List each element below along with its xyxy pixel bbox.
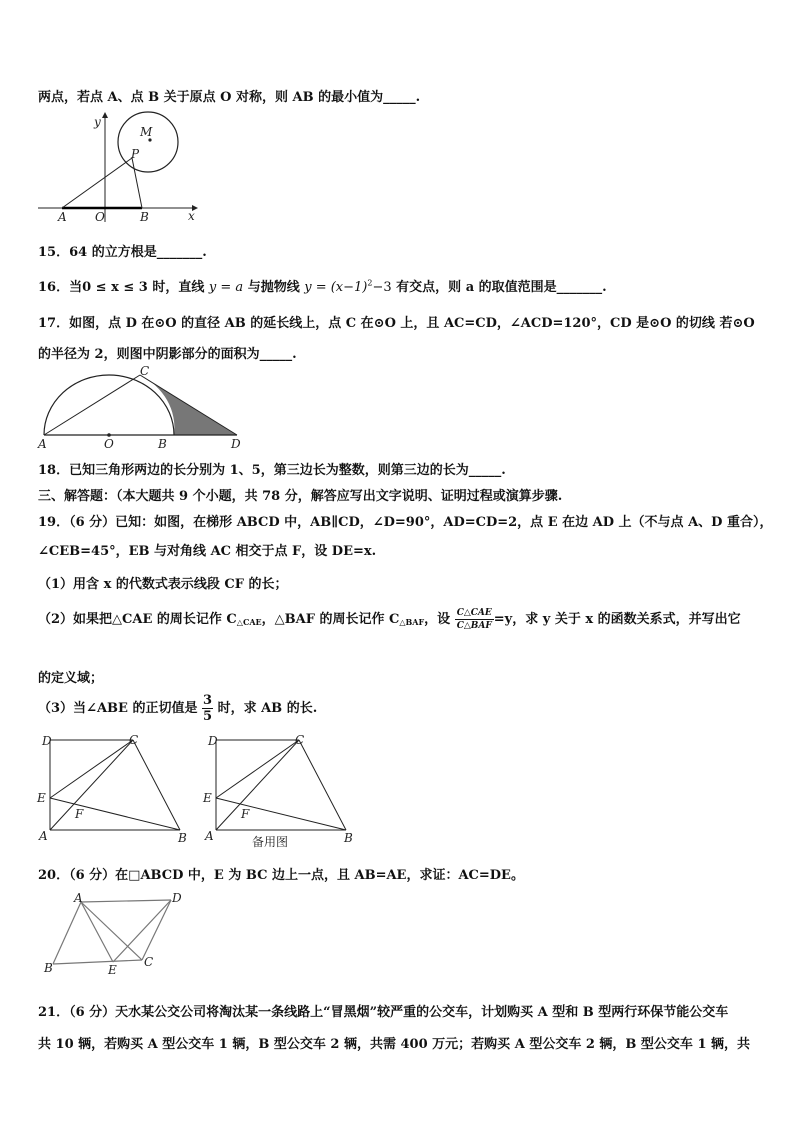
label-A: A bbox=[39, 829, 48, 843]
label-C: C bbox=[144, 955, 154, 969]
q19-p2-sub2: △BAF bbox=[399, 617, 425, 627]
label-O: O bbox=[95, 210, 105, 224]
label-E: E bbox=[108, 963, 117, 977]
text-line-14-tail: 两点，若点 A、点 B 关于原点 O 对称，则 AB 的最小值为_____. bbox=[38, 90, 421, 105]
question-15: 15．64 的立方根是_______. bbox=[38, 245, 207, 260]
q19-p2-a: （2）如果把△CAE 的周长记作 C bbox=[38, 612, 237, 627]
label-D: D bbox=[42, 734, 52, 748]
frac-numerator: C△CAE bbox=[456, 608, 492, 618]
question-21-line1: 21．（6 分）天水某公交公司将淘汰某一条线路上“冒黑烟”较严重的公交车，计划购买 A 型和 B 型两行环保节能公交车 bbox=[38, 1005, 729, 1020]
question-17-line1: 17．如图，点 D 在⊙O 的直径 AB 的延长线上，点 C 在⊙O 上，且 AC=CD，∠ACD=120°，CD 是⊙O 的切线 若⊙O bbox=[38, 316, 755, 331]
label-x-axis: x bbox=[188, 209, 195, 223]
q16-const: −3 bbox=[372, 280, 392, 295]
label-A: A bbox=[38, 437, 47, 450]
question-19-line2: ∠CEB=45°，EB 与对角线 AC 相交于点 F，设 DE=x. bbox=[38, 544, 377, 559]
label-C: C bbox=[140, 366, 150, 378]
label-F: F bbox=[241, 807, 250, 821]
question-19-part2-line2: 的定义域； bbox=[38, 671, 104, 686]
label-B: B bbox=[344, 831, 353, 845]
label-D: D bbox=[208, 734, 218, 748]
question-19-part3 bbox=[38, 693, 317, 724]
q16-exponent: 2 bbox=[367, 278, 373, 288]
question-16 bbox=[38, 276, 607, 295]
question-19-part2 bbox=[38, 607, 741, 632]
label-B: B bbox=[140, 210, 149, 224]
figure-q19-backup bbox=[200, 732, 360, 852]
figure-q14-circle-axes bbox=[36, 110, 201, 225]
q19-p3-b: 时，求 AB 的长. bbox=[217, 701, 318, 716]
question-19-line1: 19．（6 分）已知：如图，在梯形 ABCD 中，AB∥CD，∠D=90°，AD=CD=2，点 E 在边 AD 上（不与点 A、D 重合）， bbox=[38, 515, 773, 530]
label-F: F bbox=[75, 807, 84, 821]
q16-line-eq: y = a bbox=[208, 280, 244, 295]
q19-p2-d: =y，求 y 关于 x 的函数关系式，并写出它 bbox=[493, 612, 741, 627]
label-D: D bbox=[231, 437, 241, 450]
q19-p2-c: ，设 bbox=[424, 612, 451, 627]
fraction-three-fifths bbox=[202, 693, 213, 724]
q16-part-a: 16．当0 ≤ x ≤ 3 时，直线 bbox=[38, 280, 205, 295]
label-O: O bbox=[104, 437, 114, 450]
question-17-line2: 的半径为 2，则图中阴影部分的面积为_____. bbox=[38, 347, 297, 362]
frac-denominator: C△BAF bbox=[456, 621, 492, 631]
figure-q20-parallelogram bbox=[38, 890, 188, 978]
label-B: B bbox=[178, 831, 187, 845]
q16-parabola: y = (x−1) bbox=[304, 280, 368, 295]
label-C: C bbox=[129, 733, 139, 747]
label-E: E bbox=[37, 791, 46, 805]
figure-q17-semicircle bbox=[34, 366, 244, 450]
caption-backup-figure: 备用图 bbox=[252, 835, 289, 849]
q19-p2-sub1: △CAE bbox=[236, 617, 262, 627]
label-E: E bbox=[203, 791, 212, 805]
figure-q19-trapezoid bbox=[34, 732, 194, 848]
label-B: B bbox=[44, 961, 53, 975]
label-B: B bbox=[158, 437, 167, 450]
label-C: C bbox=[295, 733, 305, 747]
fraction-perimeter-ratio bbox=[455, 607, 494, 632]
q19-p3-a: （3）当∠ABE 的正切值是 bbox=[38, 701, 198, 716]
label-M: M bbox=[140, 125, 153, 139]
q16-part-c: 与抛物线 bbox=[247, 280, 300, 295]
q19-p2-b: ，△BAF 的周长记作 C bbox=[261, 612, 400, 627]
question-20: 20．（6 分）在□ABCD 中，E 为 BC 边上一点，且 AB=AE，求证：AC=DE。 bbox=[38, 868, 524, 883]
label-A: A bbox=[74, 891, 83, 905]
q16-part-g: 有交点，则 a 的取值范围是_______. bbox=[396, 280, 607, 295]
frac-den-5: 5 bbox=[202, 709, 213, 724]
frac-num-3: 3 bbox=[202, 693, 213, 708]
section-3-header: 三、解答题：（本大题共 9 个小题，共 78 分，解答应写出文字说明、证明过程或演算步骤. bbox=[38, 489, 563, 504]
question-18: 18．已知三角形两边的长分别为 1、5，第三边长为整数，则第三边的长为_____. bbox=[38, 463, 506, 478]
question-19-part1: （1）用含 x 的代数式表示线段 CF 的长； bbox=[38, 577, 288, 592]
label-A: A bbox=[205, 829, 214, 843]
label-D: D bbox=[172, 891, 182, 905]
label-P: P bbox=[131, 147, 140, 161]
label-y-axis: y bbox=[94, 115, 101, 129]
label-A: A bbox=[58, 210, 67, 224]
question-21-line2: 共 10 辆，若购买 A 型公交车 1 辆，B 型公交车 2 辆，共需 400 万元；若购买 A 型公交车 2 辆，B 型公交车 1 辆，共 bbox=[38, 1037, 751, 1052]
